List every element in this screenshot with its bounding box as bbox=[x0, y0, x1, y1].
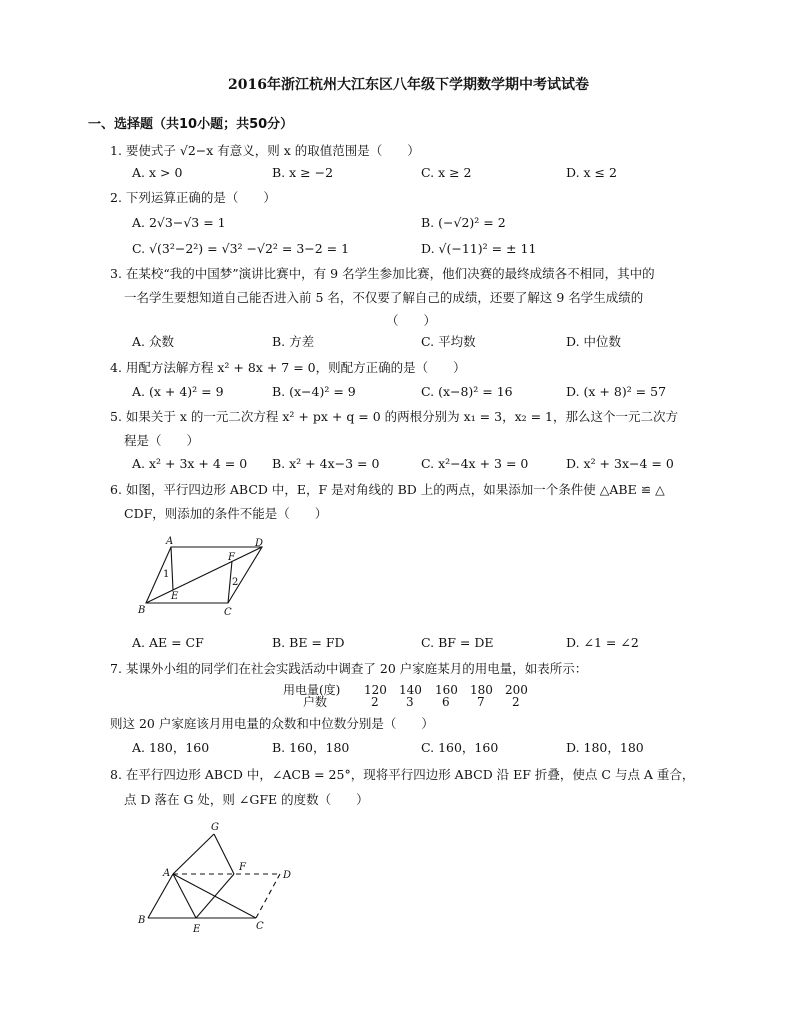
question-6-option-b[interactable]: B. BE = FD bbox=[272, 635, 345, 650]
fig8-label-g: G bbox=[211, 822, 219, 833]
question-8-figure bbox=[130, 820, 300, 940]
fig8-label-a: A bbox=[163, 868, 171, 879]
table-row-label-usage: 用电量(度) bbox=[283, 683, 341, 697]
question-5-option-c[interactable]: C. x²−4x + 3 = 0 bbox=[421, 456, 529, 471]
fig6-label-f: F bbox=[228, 552, 235, 563]
question-3-answer-paren: （ ） bbox=[386, 313, 437, 328]
question-3-option-a[interactable]: A. 众数 bbox=[132, 334, 174, 349]
segment-ae bbox=[171, 547, 173, 590]
question-7-followup: 则这 20 户家庭该月用电量的众数和中位数分别是（ ） bbox=[110, 716, 434, 731]
question-1-option-d[interactable]: D. x ≤ 2 bbox=[566, 165, 617, 180]
page-title: 2016年浙江杭州大江东区八年级下学期数学期中考试试卷 bbox=[228, 77, 589, 93]
question-4-stem: 4. 用配方法解方程 x² + 8x + 7 = 0，则配方正确的是（ ） bbox=[110, 360, 466, 375]
question-3-option-b[interactable]: B. 方差 bbox=[272, 334, 315, 349]
question-1-option-b[interactable]: B. x ≥ −2 bbox=[272, 165, 334, 180]
question-6-option-a[interactable]: A. AE = CF bbox=[132, 635, 204, 650]
fig6-label-angle-2: 2 bbox=[232, 577, 239, 588]
question-6-line-1: 6. 如图，平行四边形 ABCD 中，E，F 是对角线的 BD 上的两点，如果添加一个条件使 △ABE ≌ △ bbox=[110, 482, 665, 497]
question-7-option-b[interactable]: B. 160，180 bbox=[272, 740, 350, 755]
question-1-option-a[interactable]: A. x > 0 bbox=[132, 165, 183, 180]
question-7-option-d[interactable]: D. 180，180 bbox=[566, 740, 644, 755]
question-1-stem: 1. 要使式子 √2−x 有意义，则 x 的取值范围是（ ） bbox=[110, 143, 420, 158]
question-5-line-2: 程是（ ） bbox=[124, 433, 200, 448]
question-7-stem: 7. 某课外小组的同学们在社会实践活动中调查了 20 户家庭某月的用电量，如表所示： bbox=[110, 661, 588, 676]
table-cell: 140 bbox=[399, 683, 422, 697]
fig6-label-c: C bbox=[224, 607, 232, 618]
table-cell: 3 bbox=[406, 695, 414, 709]
question-2-option-c[interactable]: C. √(3²−2²) = √3² −√2² = 3−2 = 1 bbox=[132, 241, 350, 256]
segment-gf bbox=[214, 834, 234, 874]
question-2-option-a[interactable]: A. 2√3−√3 = 1 bbox=[132, 215, 226, 230]
question-5-option-d[interactable]: D. x² + 3x−4 = 0 bbox=[566, 456, 674, 471]
table-row-label-households: 户数 bbox=[303, 695, 328, 709]
fig6-label-e: E bbox=[171, 591, 179, 602]
question-2-option-b[interactable]: B. (−√2)² = 2 bbox=[421, 215, 506, 230]
question-8-line-2: 点 D 落在 G 处，则 ∠GFE 的度数（ ） bbox=[124, 792, 369, 807]
fig8-label-b: B bbox=[138, 915, 146, 926]
table-cell: 200 bbox=[505, 683, 528, 697]
fig8-label-f: F bbox=[239, 862, 246, 873]
fig6-label-b: B bbox=[138, 605, 146, 616]
question-5-option-b[interactable]: B. x² + 4x−3 = 0 bbox=[272, 456, 380, 471]
question-2-stem: 2. 下列运算正确的是（ ） bbox=[110, 190, 276, 205]
table-cell: 7 bbox=[477, 695, 485, 709]
fig8-label-d: D bbox=[283, 870, 292, 881]
table-cell: 160 bbox=[435, 683, 458, 697]
question-6-figure bbox=[136, 535, 276, 619]
table-cell: 120 bbox=[364, 683, 387, 697]
question-6-line-2: CDF，则添加的条件不能是（ ） bbox=[124, 506, 328, 521]
fig6-label-angle-1: 1 bbox=[163, 569, 170, 580]
question-3-line-1: 3. 在某校“我的中国梦”演讲比赛中，有 9 名学生参加比赛，他们决赛的最终成绩各不相同，其中的 bbox=[110, 266, 655, 281]
question-4-option-b[interactable]: B. (x−4)² = 9 bbox=[272, 384, 356, 399]
question-6-option-d[interactable]: D. ∠1 = ∠2 bbox=[566, 635, 639, 650]
segment-ag bbox=[173, 834, 214, 874]
fig8-label-e: E bbox=[193, 924, 201, 935]
segment-ef bbox=[196, 874, 234, 918]
fig6-label-d: D bbox=[255, 538, 264, 549]
question-4-option-c[interactable]: C. (x−8)² = 16 bbox=[421, 384, 513, 399]
question-7-option-a[interactable]: A. 180，160 bbox=[132, 740, 210, 755]
segment-ab bbox=[148, 874, 173, 918]
section-heading: 一、选择题（共10小题；共50分） bbox=[88, 117, 294, 132]
question-5-line-1: 5. 如果关于 x 的一元二次方程 x² + px + q = 0 的两根分别为 x₁ = 3，x₂ = 1，那么这个一元二次方 bbox=[110, 409, 679, 424]
question-6-option-c[interactable]: C. BF = DE bbox=[421, 635, 494, 650]
question-3-option-d[interactable]: D. 中位数 bbox=[566, 334, 622, 349]
fig8-label-c: C bbox=[256, 921, 264, 932]
table-cell: 2 bbox=[371, 695, 379, 709]
question-2-option-d[interactable]: D. √(−11)² = ± 11 bbox=[421, 241, 537, 256]
fig6-label-a: A bbox=[166, 536, 174, 547]
question-3-option-c[interactable]: C. 平均数 bbox=[421, 334, 476, 349]
table-cell: 180 bbox=[470, 683, 493, 697]
question-4-option-a[interactable]: A. (x + 4)² = 9 bbox=[132, 384, 224, 399]
question-7-option-c[interactable]: C. 160，160 bbox=[421, 740, 499, 755]
question-4-option-d[interactable]: D. (x + 8)² = 57 bbox=[566, 384, 667, 399]
table-cell: 2 bbox=[512, 695, 520, 709]
question-3-line-2: 一名学生要想知道自己能否进入前 5 名，不仅要了解自己的成绩，还要了解这 9 名学生成绩的 bbox=[124, 290, 644, 305]
table-cell: 6 bbox=[442, 695, 450, 709]
question-8-line-1: 8. 在平行四边形 ABCD 中，∠ACB = 25°，现将平行四边形 ABCD 沿 EF 折叠，使点 C 与点 A 重合， bbox=[110, 767, 695, 782]
question-5-option-a[interactable]: A. x² + 3x + 4 = 0 bbox=[132, 456, 248, 471]
question-1-option-c[interactable]: C. x ≥ 2 bbox=[421, 165, 472, 180]
dashed-dc bbox=[256, 874, 280, 918]
